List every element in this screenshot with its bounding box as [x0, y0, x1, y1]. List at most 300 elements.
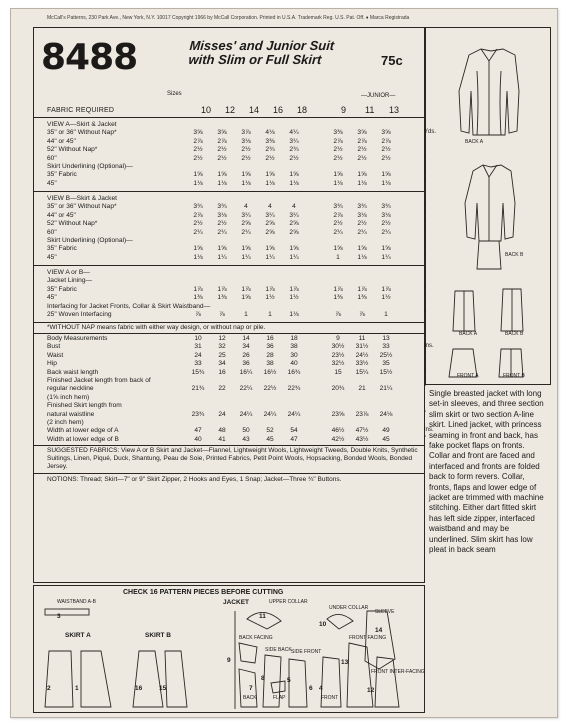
table-cell: 1⅝	[241, 245, 251, 253]
table-cell: 15¼	[355, 368, 369, 376]
table-cell: 1⅜	[357, 294, 367, 302]
table-cell: 14	[242, 335, 250, 342]
table-cell: 2½	[217, 220, 227, 228]
size-heading: 12	[225, 105, 236, 115]
table-cell: 1¼	[381, 253, 391, 261]
table-cell: 3¾	[193, 203, 203, 211]
table-cell: 2¼	[357, 228, 367, 236]
piece-number: 14	[375, 627, 383, 634]
table-cell: 3¼	[289, 137, 299, 145]
row-label: VIEW A—Skirt & Jacket	[47, 121, 117, 128]
unit-label: "	[424, 385, 427, 392]
sketch-label-back-b: BACK B	[505, 252, 524, 258]
table-cell: 3⅝	[381, 129, 391, 137]
piece-number: 6	[309, 685, 313, 692]
table-cell: 1⅜	[333, 294, 343, 302]
row-label: Width at lower edge of B	[47, 435, 119, 443]
title-line-1: Misses' and Junior Suit	[189, 38, 335, 53]
table-cell: 2⅞	[193, 137, 203, 145]
table-cell: 16¼	[239, 368, 253, 376]
table-cell: 2½	[357, 154, 367, 162]
table-cell: 1½	[265, 294, 275, 302]
table-cell: 1⅛	[289, 310, 299, 318]
table-cell: 1⅝	[265, 245, 275, 253]
table-cell: 2⅞	[333, 137, 343, 145]
table-cell: 23⅝	[331, 410, 345, 418]
nap-note: *WITHOUT NAP means fabric with either way design, or without nap or pile.	[47, 324, 266, 331]
table-cell: 15	[334, 368, 342, 376]
row-label: 60"	[47, 154, 57, 162]
size-heading: 9	[341, 105, 347, 115]
table-cell: 30½	[331, 343, 345, 351]
table-cell: 2½	[381, 146, 391, 154]
table-cell: 1⅞	[381, 285, 391, 293]
row-label: VIEW B—Skirt & Jacket	[47, 195, 117, 202]
table-cell: 2½	[241, 146, 251, 154]
table-cell: 22¼	[239, 385, 253, 393]
row-label: 35" Fabric	[47, 285, 77, 293]
table-cell: 40	[290, 360, 298, 368]
row-label: Hip	[47, 360, 57, 368]
table-cell: 2¾	[265, 146, 275, 154]
row-label: Body Measurements	[47, 335, 108, 342]
table-cell: 31½	[355, 343, 369, 351]
unit-label: "	[424, 137, 427, 144]
table-cell: 33	[382, 343, 390, 351]
table-cell: 25½	[379, 351, 393, 359]
unit-label: "	[424, 146, 427, 153]
table-cell: 2½	[193, 146, 203, 154]
table-cell: 2⅞	[193, 211, 203, 219]
divider	[33, 117, 425, 118]
table-cell: 21¼	[379, 385, 393, 393]
divider	[33, 191, 425, 192]
unit-label: Ins.	[424, 343, 434, 350]
table-cell: 2½	[265, 154, 275, 162]
table-cell: 22¾	[287, 385, 301, 393]
table-cell: 46½	[331, 427, 345, 435]
table-cell: 1¼	[241, 253, 251, 261]
size-heading: 13	[389, 105, 400, 115]
table-cell: 15½	[379, 368, 393, 376]
table-cell: 42½	[331, 435, 345, 443]
piece-number: 10	[319, 621, 327, 628]
table-cell: 23¾	[191, 410, 205, 418]
table-cell: 2⅝	[289, 228, 299, 236]
table-cell: 50	[242, 427, 250, 435]
table-cell: 1	[268, 310, 272, 318]
table-cell: 3⅝	[193, 129, 203, 137]
piece-label-side-back: SIDE BACK	[265, 647, 292, 653]
piece-number: 9	[227, 657, 231, 664]
table-cell: 3⅜	[333, 129, 343, 137]
size-heading: 10	[201, 105, 212, 115]
table-cell: 1⅝	[217, 171, 227, 179]
table-cell: 3¼	[265, 211, 275, 219]
price: 75c	[381, 53, 403, 68]
table-cell: 2½	[217, 154, 227, 162]
table-cell: 1⅛	[381, 179, 391, 187]
unit-label: "	[424, 179, 427, 186]
row-label: Skirt Underlining (Optional)—	[47, 162, 133, 170]
divider	[33, 445, 425, 446]
table-cell: 24¼	[239, 410, 253, 418]
row-label: Interfacing for Jacket Fronts, Collar & Skirt Waistband—	[47, 302, 211, 310]
table-cell: 1⅝	[217, 245, 227, 253]
table-cell: 2½	[333, 146, 343, 154]
table-cell: 18	[290, 335, 298, 342]
size-heading: 18	[297, 105, 308, 115]
unit-label: "	[424, 245, 427, 252]
table-cell: 12	[218, 335, 226, 342]
table-cell: 20¾	[331, 385, 345, 393]
unit-label: "	[424, 253, 427, 260]
table-cell: 15¾	[191, 368, 205, 376]
table-cell: 2½	[357, 146, 367, 154]
row-label: (1⅝ inch hem)	[47, 393, 90, 401]
table-cell: 3¾	[217, 203, 227, 211]
table-cell: 3⅜	[265, 137, 275, 145]
table-cell: 1	[336, 253, 340, 261]
row-label: Waist	[47, 351, 64, 359]
row-label: Back waist length	[47, 368, 99, 376]
unit-label: "	[424, 154, 427, 161]
table-cell: 34	[218, 360, 226, 368]
row-label: 45"	[47, 253, 57, 261]
table-cell: 21	[358, 385, 366, 393]
table-cell: 16½	[263, 368, 277, 376]
table-cell: 1⅝	[381, 245, 391, 253]
row-label: VIEW A or B—	[47, 269, 90, 276]
copyright-line: McCall's Patterns, 230 Park Ave., New York, N.Y. 10017 Copyright 1966 by McCall Corporation. Printed in U.S.A. Trademark Reg. U.S. Pat. Off. ♦ Marca Registrada	[47, 15, 410, 21]
table-cell: 2½	[381, 220, 391, 228]
table-cell: 1⅝	[265, 171, 275, 179]
table-cell: 34	[242, 343, 250, 351]
table-cell: 31	[194, 343, 202, 351]
piece-label-front-facing: FRONT FACING	[349, 635, 387, 641]
junior-label: —JUNIOR—	[361, 93, 396, 99]
table-cell: 4	[292, 203, 296, 211]
table-cell: 1⅞	[217, 285, 227, 293]
table-cell: 3⅛	[241, 137, 251, 145]
row-label: 44" or 45"	[47, 211, 76, 219]
row-label: Jacket Lining—	[47, 277, 93, 285]
row-label: 52" Without Nap*	[47, 146, 98, 154]
table-cell: 1¼	[265, 253, 275, 261]
table-cell: 40	[194, 435, 202, 443]
table-cell: 16¾	[287, 368, 301, 376]
table-cell: 2⅞	[217, 137, 227, 145]
piece-number: 4	[319, 685, 323, 692]
table-cell: 1⅞	[333, 285, 343, 293]
piece-number: 8	[261, 675, 265, 682]
table-cell: 2½	[333, 220, 343, 228]
table-cell: 1¼	[217, 253, 227, 261]
row-label: Width at lower edge of A	[47, 427, 119, 435]
table-cell: 2¼	[217, 228, 227, 236]
table-cell: 32	[218, 343, 226, 351]
size-heading: 11	[365, 105, 375, 115]
row-label: 52" Without Nap*	[47, 220, 98, 228]
table-cell: 4⅛	[265, 129, 275, 137]
row-label: natural waistline	[47, 410, 95, 418]
table-cell: 2½	[381, 154, 391, 162]
sketch-label-front-a: FRONT A	[457, 373, 479, 379]
unit-label: "	[424, 360, 427, 367]
table-cell: 21¾	[191, 385, 205, 393]
table-cell: 1¼	[289, 253, 299, 261]
table-cell: 1⅛	[357, 253, 367, 261]
table-cell: 1½	[381, 294, 391, 302]
table-cell: ⅞	[195, 310, 201, 318]
unit-label: "	[424, 220, 427, 227]
table-cell: 2¼	[241, 228, 251, 236]
piece-number: 16	[135, 685, 143, 692]
table-cell: 1⅝	[241, 294, 251, 302]
row-label: 60"	[47, 228, 57, 236]
table-cell: 36	[266, 343, 274, 351]
row-label: 35" Fabric	[47, 171, 77, 179]
unit-label: "	[424, 310, 427, 317]
piece-label-front-interfacing: FRONT INTER-FACING	[371, 669, 425, 675]
table-cell: 9	[336, 335, 340, 342]
size-heading: 16	[273, 105, 284, 115]
pattern-envelope-back	[10, 8, 558, 718]
row-label: (2 inch hem)	[47, 418, 84, 426]
row-label: Finished Skirt length from	[47, 402, 122, 410]
table-cell: 2⅞	[381, 137, 391, 145]
piece-label-skirt-b: SKIRT B	[145, 632, 171, 639]
title-line-2: with Slim or Full Skirt	[188, 52, 322, 67]
piece-number: 2	[47, 685, 51, 692]
garment-sketches	[429, 31, 549, 381]
table-cell: 2½	[193, 154, 203, 162]
unit-label: "	[424, 294, 427, 301]
table-cell: 24½	[355, 351, 369, 359]
piece-number: 13	[341, 659, 349, 666]
table-cell: 38	[290, 343, 298, 351]
table-cell: 54	[290, 427, 298, 435]
unit-label: "	[424, 203, 427, 210]
table-cell: 1⅛	[357, 179, 367, 187]
table-cell: 1⅝	[193, 171, 203, 179]
table-cell: 1½	[289, 294, 299, 302]
piece-number: 3	[57, 613, 61, 620]
piece-number: 5	[287, 677, 291, 684]
table-cell: 49	[382, 427, 390, 435]
piece-label-side-front: SIDE FRONT	[291, 649, 322, 655]
table-cell: 30	[290, 351, 298, 359]
table-cell: 13	[382, 335, 390, 342]
row-label: regular neckline	[47, 385, 94, 393]
pattern-number: 8488	[41, 37, 138, 78]
table-cell: 1⅝	[289, 171, 299, 179]
table-cell: 3¼	[289, 211, 299, 219]
suggested-fabrics: SUGGESTED FABRICS: View A or B Skirt and Jacket—Flannel, Lightweight Wools, Lightweight Tweeds, Double Knits, Synthetic Suitings, Linen, Piqué, Duck, Shantung, Peau de Soie, Printed Fabrics, Petit Point Wools, Hopsacking, Bonded Wools, Bonded Jersey.	[47, 447, 418, 470]
row-label: 25" Woven Interfacing	[47, 310, 112, 318]
sizes-label: Sizes	[167, 91, 182, 97]
table-cell: 3⅝	[357, 129, 367, 137]
unit-label: Ins.	[424, 427, 434, 434]
piece-number: 11	[259, 613, 266, 620]
divider	[33, 322, 425, 323]
table-cell: 1⅞	[357, 285, 367, 293]
table-cell: 1⅞	[265, 285, 275, 293]
table-cell: 2¾	[289, 146, 299, 154]
table-cell: 1⅝	[333, 245, 343, 253]
row-label: 44" or 45"	[47, 137, 76, 145]
table-cell: 3⅛	[217, 211, 227, 219]
table-cell: 45	[382, 435, 390, 443]
table-cell: 4¼	[289, 129, 299, 137]
table-cell: ⅞	[359, 310, 365, 318]
table-cell: 43½	[355, 435, 369, 443]
unit-label: "	[424, 368, 427, 375]
piece-label-sleeve: SLEEVE	[375, 609, 395, 615]
unit-label: "	[424, 171, 427, 178]
table-cell: 32½	[331, 360, 345, 368]
table-cell: 2⅝	[265, 220, 275, 228]
table-cell: 1⅞	[289, 285, 299, 293]
table-cell: 16	[266, 335, 274, 342]
divider	[33, 333, 425, 334]
table-cell: 24⅛	[379, 410, 393, 418]
table-cell: 38	[266, 360, 274, 368]
piece-label-upper-collar: UPPER COLLAR	[269, 599, 308, 605]
table-cell: 43	[242, 435, 250, 443]
size-heading: 14	[249, 105, 260, 115]
piece-label-front: FRONT	[321, 695, 339, 701]
table-cell: 2½	[241, 154, 251, 162]
piece-label-skirt-a: SKIRT A	[65, 632, 91, 639]
piece-label-jacket: JACKET	[223, 599, 250, 606]
row-label: Skirt Underlining (Optional)—	[47, 236, 133, 244]
table-cell: 36	[242, 360, 250, 368]
table-cell: 4	[244, 203, 248, 211]
table-cell: 2½	[193, 220, 203, 228]
table-cell: 3⅞	[241, 129, 251, 137]
table-cell: 47	[194, 427, 202, 435]
table-cell: 1⅛	[289, 179, 299, 187]
unit-label: "	[424, 285, 427, 292]
table-cell: 3⅝	[217, 129, 227, 137]
table-cell: 2½	[357, 220, 367, 228]
table-cell: 1⅝	[289, 245, 299, 253]
table-cell: 2⅝	[289, 220, 299, 228]
table-cell: 33½	[355, 360, 369, 368]
table-cell: 1⅝	[357, 171, 367, 179]
table-cell: 22½	[263, 385, 277, 393]
table-cell: 2¼	[333, 228, 343, 236]
sketch-label-skirt-back-a: BACK A	[459, 331, 478, 337]
table-cell: 24	[194, 351, 202, 359]
table-cell: 1⅞	[241, 285, 251, 293]
table-cell: 24¼	[287, 410, 301, 418]
table-cell: 48	[218, 427, 226, 435]
table-cell: 1	[244, 310, 248, 318]
row-label: 45"	[47, 179, 57, 187]
table-cell: 3¼	[241, 211, 251, 219]
table-cell: 4	[268, 203, 272, 211]
table-cell: 2¼	[381, 228, 391, 236]
piece-label-waistband: WAISTBAND A-B	[57, 599, 96, 605]
table-cell: 1⅛	[193, 253, 203, 261]
unit-label: "	[424, 435, 427, 442]
table-cell: 2½	[289, 154, 299, 162]
table-cell: 2⅞	[333, 211, 343, 219]
table-cell: 1⅝	[241, 171, 251, 179]
piece-number: 1	[75, 685, 79, 692]
row-label: 35" or 36" Without Nap*	[47, 203, 117, 211]
table-cell: 16	[218, 368, 226, 376]
table-cell: 25	[218, 351, 226, 359]
table-cell: 1	[384, 310, 388, 318]
table-cell: 1⅛	[217, 179, 227, 187]
table-cell: 1⅛	[193, 179, 203, 187]
table-cell: 3⅛	[381, 211, 391, 219]
divider	[33, 473, 425, 474]
table-cell: 1⅝	[193, 245, 203, 253]
piece-number: 7	[249, 685, 253, 692]
table-cell: 52	[266, 427, 274, 435]
unit-label: "	[424, 351, 427, 358]
row-label: 45"	[47, 294, 57, 302]
table-cell: 1⅜	[217, 294, 227, 302]
piece-label-back: BACK	[243, 695, 257, 701]
table-cell: 26	[242, 351, 250, 359]
table-cell: 24	[218, 410, 226, 418]
unit-label: Yds.	[424, 129, 437, 136]
table-cell: 47	[290, 435, 298, 443]
table-cell: 23½	[331, 351, 345, 359]
table-cell: 22	[218, 385, 226, 393]
table-cell: 1⅛	[241, 179, 251, 187]
table-cell: 28	[266, 351, 274, 359]
unit-label: "	[424, 410, 427, 417]
fabric-required-heading: FABRIC REQUIRED	[47, 107, 115, 114]
table-cell: 1⅝	[381, 171, 391, 179]
row-label: Finished Jacket length from back of	[47, 376, 151, 384]
table-cell: 33	[194, 360, 202, 368]
sketch-label-front-b: FRONT B	[503, 373, 525, 379]
notions: NOTIONS: Thread; Skirt—7" or 9" Skirt Zipper, 2 Hooks and Eyes, 1 Snap; Jacket—Three ¾" Buttons.	[47, 476, 342, 483]
table-cell: ⅞	[335, 310, 341, 318]
piece-number: 12	[367, 687, 375, 694]
table-cell: 1⅝	[357, 245, 367, 253]
piece-number: 15	[159, 685, 167, 692]
table-cell: 2⅝	[265, 228, 275, 236]
table-cell: 35	[382, 360, 390, 368]
row-label: 35" or 36" Without Nap*	[47, 129, 117, 137]
table-cell: 41	[218, 435, 226, 443]
table-cell: 24¼	[263, 410, 277, 418]
table-cell: 11	[358, 335, 366, 342]
pattern-pieces-diagram	[35, 599, 423, 711]
table-cell: 2½	[217, 146, 227, 154]
sketch-label-skirt-back-b: BACK B	[505, 331, 524, 337]
table-cell: 3¾	[357, 203, 367, 211]
table-cell: 45	[266, 435, 274, 443]
garment-description: Single breasted jacket with long set-in sleeves, and three section slim skirt or two section A-line skirt. Lined jacket, with princess seaming in front and back, has fake pocket flaps on fronts. Collar and front are faced and interfaced and fronts are folded back to form revers. Collar, fronts, flaps and lower edge of jacket are trimmed with machine stitching. Either dart fitted skirt has left side zipper, interfaced waistband and may be underlined. Slim skirt has low pleat in back seam	[429, 389, 544, 555]
table-cell: 2⅞	[357, 137, 367, 145]
sketch-label-back-a: BACK A	[465, 139, 484, 145]
table-cell: 1⅜	[193, 294, 203, 302]
table-cell: 47½	[355, 427, 369, 435]
table-cell: 1⅛	[333, 179, 343, 187]
table-cell: 1⅛	[265, 179, 275, 187]
table-cell: 1⅞	[193, 285, 203, 293]
pieces-title: CHECK 16 PATTERN PIECES BEFORE CUTTING	[123, 589, 284, 596]
